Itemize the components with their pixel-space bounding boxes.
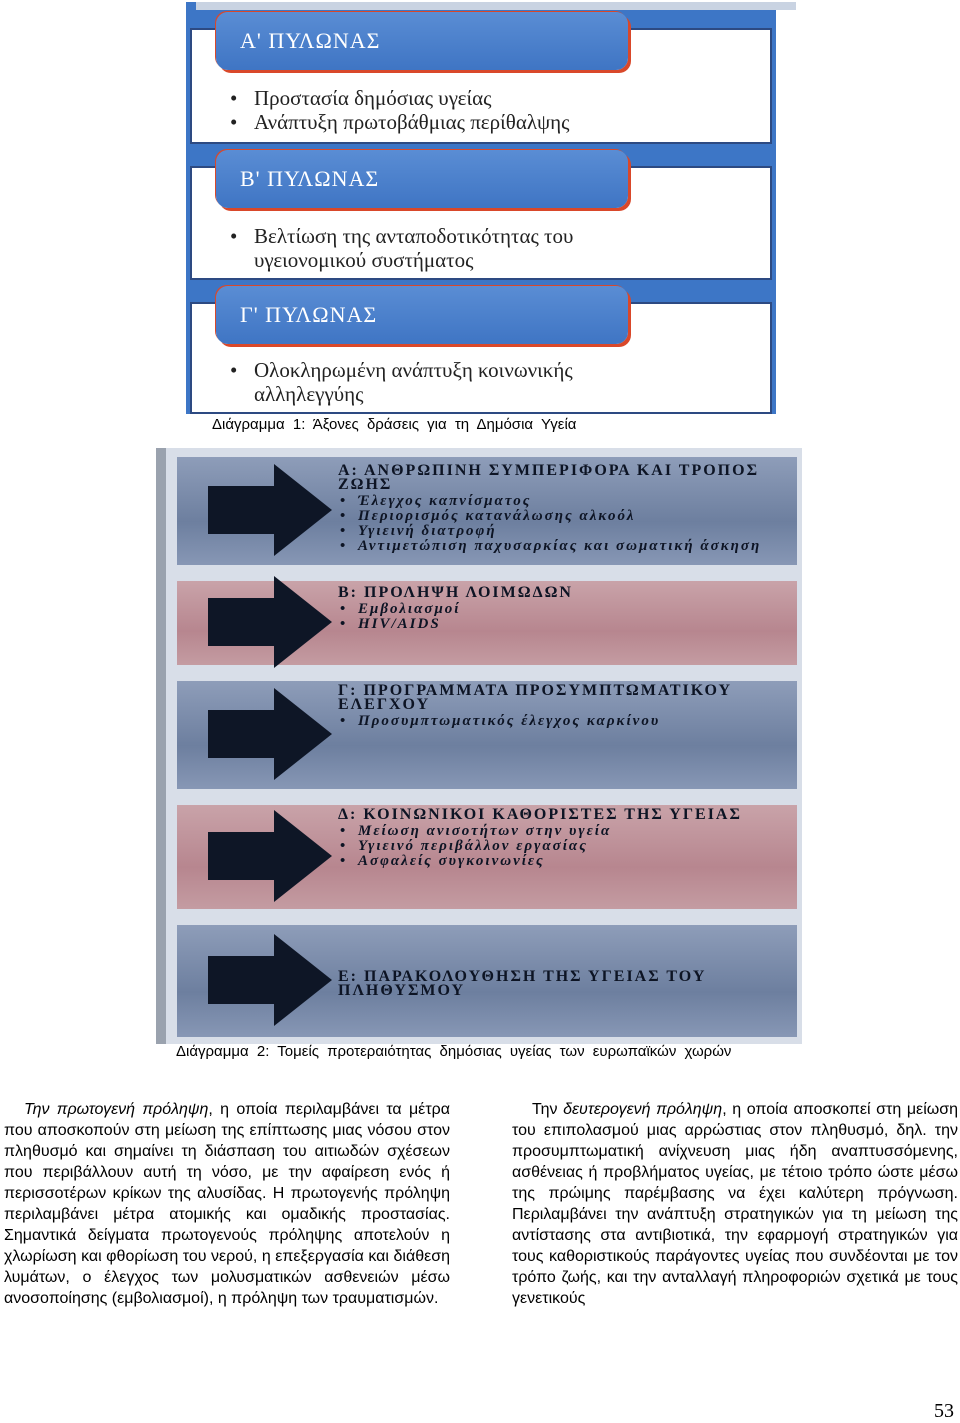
diagram1-caption: Διάγραμμα 1: Άξονες δράσεις για τη Δημόσια Υγεία [212,416,577,433]
pylon-label: Γ' ΠΥΛΩΝΑΣ [216,286,628,344]
term-secondary-prevention: δευτερογενή πρόληψη [563,1101,723,1118]
sector-item: • Υγιεινή διατροφή [338,524,794,539]
term-primary-prevention: Την πρωτογενή πρόληψη [24,1101,209,1118]
sector-item: • Περιορισμός κατανάλωσης αλκοόλ [338,509,794,524]
sector-text [338,684,794,729]
paragraph [512,1099,958,1309]
sector-item: • Προσυμπτωματικός έλεγχος καρκίνου [338,714,794,729]
pylon-b [186,154,776,280]
paragraph-text: , η οποία περιλαμβάνει τα μέτρα που αποσκοπούν στη μείωση της επίπτωσης μιας νόσου στον πληθυσμό και σημαίνει τη διάσπαση του αιτιωδών σχέσεων που περιβάλλουν αυτή τη νόσο, με την αφαίρεση ενός ή περισσοτέρων κρίκων της αλυσίδας. Η πρωτογενής πρόληψη περιλαμβάνει μέτρα ατομικής και ομαδικής προστασίας. Σημαντικά δείγματα πρωτογενούς πρόληψης αποτελούν η χλωρίωση και φθορίωση του νερού, η επεξεργασία και διάθεση λυμάτων, ο έλεγχος των μολυσματικών ασθενειών μέσω ανοσοποίησης (εμβολιασμοί), η πρόληψη των τραυματισμών. [4,1101,450,1307]
sector-heading: Δ: ΚΟΙΝΩΝΙΚΟΙ ΚΑΘΟΡΙΣΤΕΣ ΤΗΣ ΥΓΕΙΑΣ [338,806,742,823]
paragraph [4,1099,450,1309]
sector-item: • Μείωση ανισοτήτων στην υγεία [338,824,794,839]
sector-b [156,572,802,672]
sector-text [338,586,794,632]
sector-text [338,970,794,998]
sector-item: • Ασφαλείς συγκοινωνίες [338,854,794,869]
sector-heading: Γ: ΠΡΟΓΡΑΜΜΑΤΑ ΠΡΟΣΥΜΠΤΩΜΑΤΙΚΟΥ ΕΛΕΓΧΟΥ [338,682,733,713]
pylon-label: Β' ΠΥΛΩΝΑΣ [216,150,628,208]
pylon-items [230,358,670,406]
pylon-c [186,290,776,414]
paragraph-text: , η οποία αποσκοπεί στη μείωση του επιπολασμού μιας αρρώστιας στον πληθυσμό, δηλ. την προσυμπτωματική ανίχνευση μιας ήδη αναπτυσσόμενης, ασθένειας ή προβλήματος υγείας, με τέτοιο τρόπο ώστε μέσω της πρώιμης παρέμβασης να έχει καλύτερη πρόγνωση. Περιλαμβάνει την ανάπτυξη στρατηγικών για τη μείωση της αντίστασης στα αντιβιοτικά, την εφαρμογή στρατηγικών για τους καθοριστικούς παράγοντες υγείας που συνδέονται με τον τρόπο ζωής, και την ανταλλαγή πληροφοριών σχετικά με τους γενετικούς [512,1101,959,1307]
sector-items [338,494,794,554]
pylon-item: • Ολοκληρωμένη ανάπτυξη κοινωνικής αλληλεγγύης [230,358,670,406]
pylon-a [186,16,776,144]
pylon-items [230,86,569,134]
page-number: 53 [934,1400,954,1422]
sector-items [338,824,794,869]
sector-text [338,464,794,554]
arrow-icon [208,576,332,668]
sector-item: • Υγιεινό περιβάλλον εργασίας [338,839,794,854]
sector-c [156,672,802,796]
pylon-label: Α' ΠΥΛΩΝΑΣ [216,12,628,70]
diagram2-caption: Διάγραμμα 2: Τομείς προτεραιότητας δημόσιας υγείας των ευρωπαϊκών χωρών [176,1043,732,1060]
sector-heading: Β: ΠΡΟΛΗΨΗ ΛΟΙΜΩΔΩΝ [338,584,573,601]
sector-item: • Αντιμετώπιση παχυσαρκίας και σωματική άσκηση [338,539,794,554]
sector-text [338,808,794,869]
sector-item: • Έλεγχος καπνίσματος [338,494,794,509]
pylon-item: • Προστασία δημόσιας υγείας [230,86,569,110]
pylon-item: • Βελτίωση της ανταποδοτικότητας του υγειονομικού συστήματος [230,224,670,272]
pylon-item: • Ανάπτυξη πρωτοβάθμιας περίθαλψης [230,110,569,134]
diagram-pillars [186,2,776,414]
sector-a [156,448,802,572]
arrow-icon [208,934,332,1026]
right-column [512,1099,958,1309]
sector-items [338,714,794,729]
sector-e [156,916,802,1044]
arrow-icon [208,688,332,780]
diagram-shadow [196,2,796,10]
sector-item: • Εμβολιασμοί [338,602,794,617]
arrow-icon [208,464,332,556]
sector-item: • HIV/AIDS [338,617,794,632]
diagram-sectors [156,448,802,1044]
sector-d [156,796,802,916]
paragraph-lead: Την [532,1101,564,1118]
left-column [4,1099,450,1309]
arrow-icon [208,810,332,902]
pylon-items [230,224,670,272]
sector-heading: Α: ΑΝΘΡΩΠΙΝΗ ΣΥΜΠΕΡΙΦΟΡΑ ΚΑΙ ΤΡΟΠΟΣ ΖΩΗΣ [338,462,760,493]
sector-items [338,602,794,632]
sector-heading: Ε: ΠΑΡΑΚΟΛΟΥΘΗΣΗ ΤΗΣ ΥΓΕΙΑΣ ΤΟΥ ΠΛΗΘΥΣΜΟΥ [338,968,707,999]
